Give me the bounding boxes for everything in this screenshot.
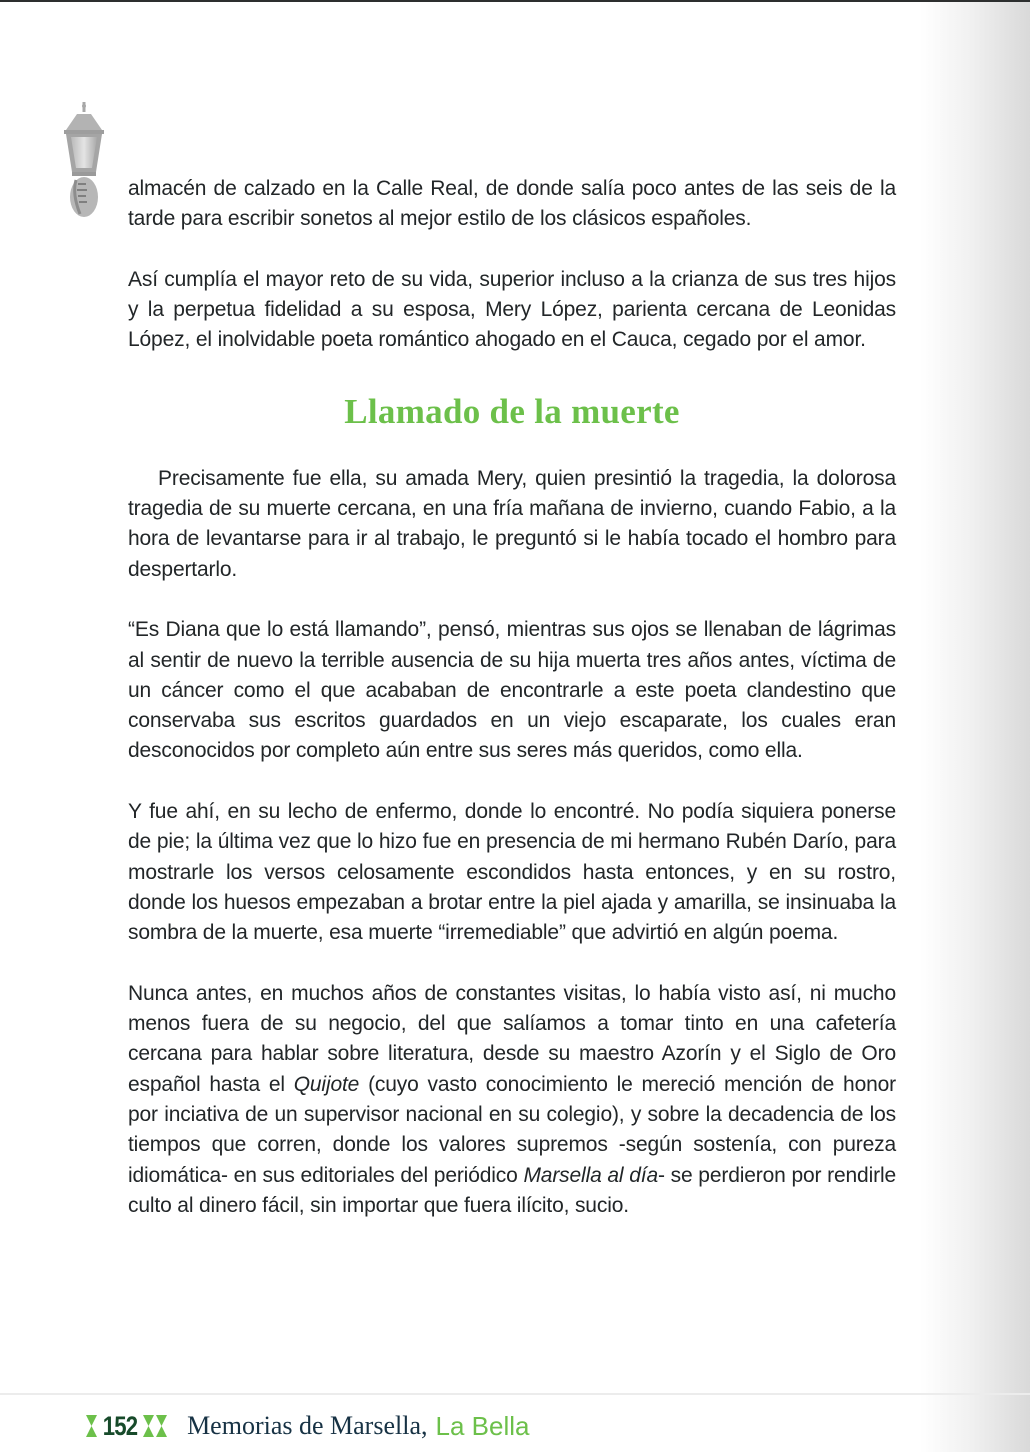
italic-title: Quijote [293, 1072, 360, 1096]
text-run: (cuyo vasto conocimiento le mereció mención de honor por inciativa de un supervisor nacional en su colegio), y sobre la decadencia de los tiempos que corren, donde los valores supremos -según sostenía, con pureza idiomática- en sus editoriales del periódico [128, 1072, 896, 1187]
section-heading: Llamado de la muerte [344, 391, 680, 431]
footer-divider [0, 1393, 1030, 1395]
top-border [0, 0, 1030, 2]
hourglass-ornament-icon [156, 1415, 167, 1437]
book-subtitle: La Bella [435, 1410, 530, 1441]
hourglass-ornament-icon [143, 1415, 154, 1437]
body-text [128, 174, 896, 1252]
text-run: Nunca antes, en muchos años de constantes visitas, lo había visto así, ni mucho menos fuera de su negocio, del que salíamos a tomar tinto en una cafetería cercana para hablar sobre literatura, desde su maestro Azorín y el Siglo de Oro español hasta el [128, 981, 896, 1096]
hourglass-ornament-icon [86, 1415, 97, 1437]
page-number: 152 [102, 1410, 138, 1441]
book-title: Memorias de Marsella, [187, 1411, 428, 1440]
street-lamp-icon [58, 102, 110, 218]
paragraph: almacén de calzado en la Calle Real, de donde salía poco antes de las seis de la tarde para escribir sonetos al mejor estilo de los clásicos españoles. [128, 177, 896, 231]
paragraph: Precisamente fue ella, su amada Mery, quien presintió la tragedia, la dolorosa tragedia de su muerte cercana, en una fría mañana de invierno, cuando Fabio, a la hora de levantarse para ir al trabajo, le preguntó si le había tocado el hombro para despertarlo. [128, 466, 896, 581]
italic-title: Marsella al día [523, 1163, 658, 1187]
paragraph: Y fue ahí, en su lecho de enfermo, donde lo encontré. No podía siquiera ponerse de pie; la última vez que lo hizo fue en presencia de mi hermano Rubén Darío, para mostrarle los versos celosamente escondidos hasta entonces, y en su rostro, donde los huesos empezaban a brotar entre la piel ajada y amarilla, se insinuaba la sombra de la muerte, esa muerte “irremediable” que advirtió en algún poema. [128, 800, 896, 945]
paragraph [128, 979, 896, 1221]
page-footer [86, 1406, 529, 1446]
page-number-block [86, 1411, 167, 1442]
text-run: - se perdieron por rendirle culto al dinero fácil, sin importar que fuera ilícito, sucio. [128, 1163, 896, 1217]
paragraph: Así cumplía el mayor reto de su vida, superior incluso a la crianza de sus tres hijos y la perpetua fidelidad a su esposa, Mery López, parienta cercana de Leonidas López, el inolvidable poeta romántico ahogado en el Cauca, cegado por el amor. [128, 267, 896, 352]
paragraph: “Es Diana que lo está llamando”, pensó, mientras sus ojos se llenaban de lágrimas al sentir de nuevo la terrible ausencia de su hija muerta tres años antes, víctima de un cáncer como el que acababan de encontrarle a este poeta clandestino que conservaba sus escritos guardados en un viejo escaparate, los cuales eran desconocidos por completo aún entre sus seres más queridos, como ella. [128, 618, 896, 763]
page-edge-shadow [920, 2, 1030, 1452]
